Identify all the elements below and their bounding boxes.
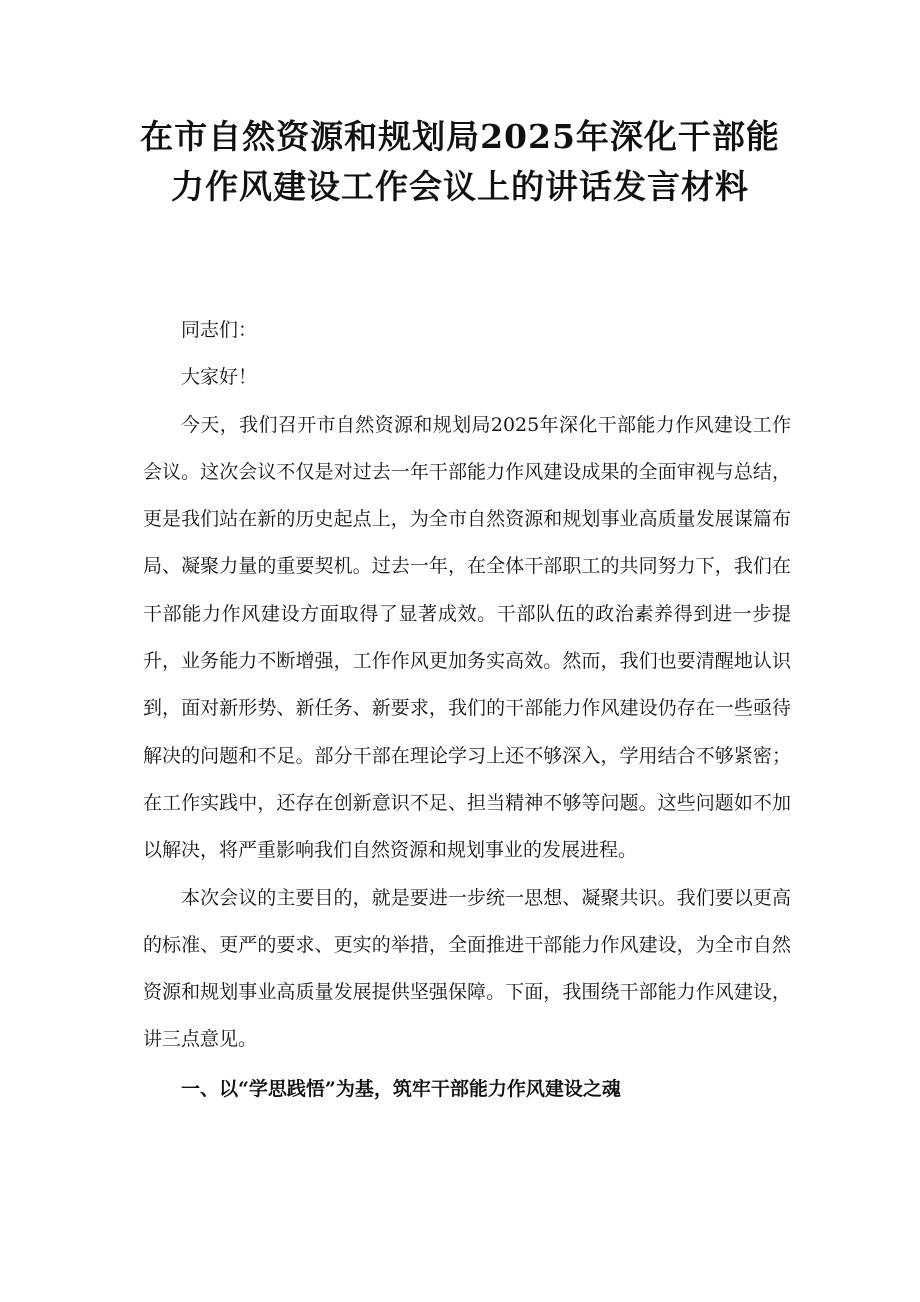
section-heading-1: 一、以“学思践悟”为基，筑牢干部能力作风建设之魂 [181,1077,621,1100]
salutation: 同志们： [181,319,258,341]
paragraph-2: 本次会议的主要目的，就是要进一步统一思想、凝聚共识。我们要以更高的标准、更严的要求、更实的举措，全面推进干部能力作风建设，为全市自然资源和规划事业高质量发展提供坚强保障。下面，我围绕干部能力作风建设，讲三点意见。 [143,886,791,1051]
greeting: 大家好！ [181,366,258,389]
title-line-1: 在市自然资源和规划局2025年深化干部能 [140,117,780,156]
title-line-2: 力作风建设工作会议上的讲话发言材料 [171,167,749,206]
document-title [120,112,800,212]
document-body [143,307,791,1113]
paragraph-1: 今天，我们召开市自然资源和规划局2025年深化干部能力作风建设工作会议。这次会议不仅是对过去一年干部能力作风建设成果的全面审视与总结，更是我们站在新的历史起点上，为全市自然资源和规划事业高质量发展谋篇布局、凝聚力量的重要契机。过去一年，在全体干部职工的共同努力下，我们在干部能力作风建设方面取得了显著成效。干部队伍的政治素养得到进一步提升，业务能力不断增强，工作作风更加务实高效。然而，我们也要清醒地认识到，面对新形势、新任务、新要求，我们的干部能力作风建设仍存在一些亟待解决的问题和不足。部分干部在理论学习上还不够深入，学用结合不够紧密；在工作实践中，还存在创新意识不足、担当精神不够等问题。这些问题如不加以解决，将严重影响我们自然资源和规划事业的发展进程。 [143,413,791,862]
